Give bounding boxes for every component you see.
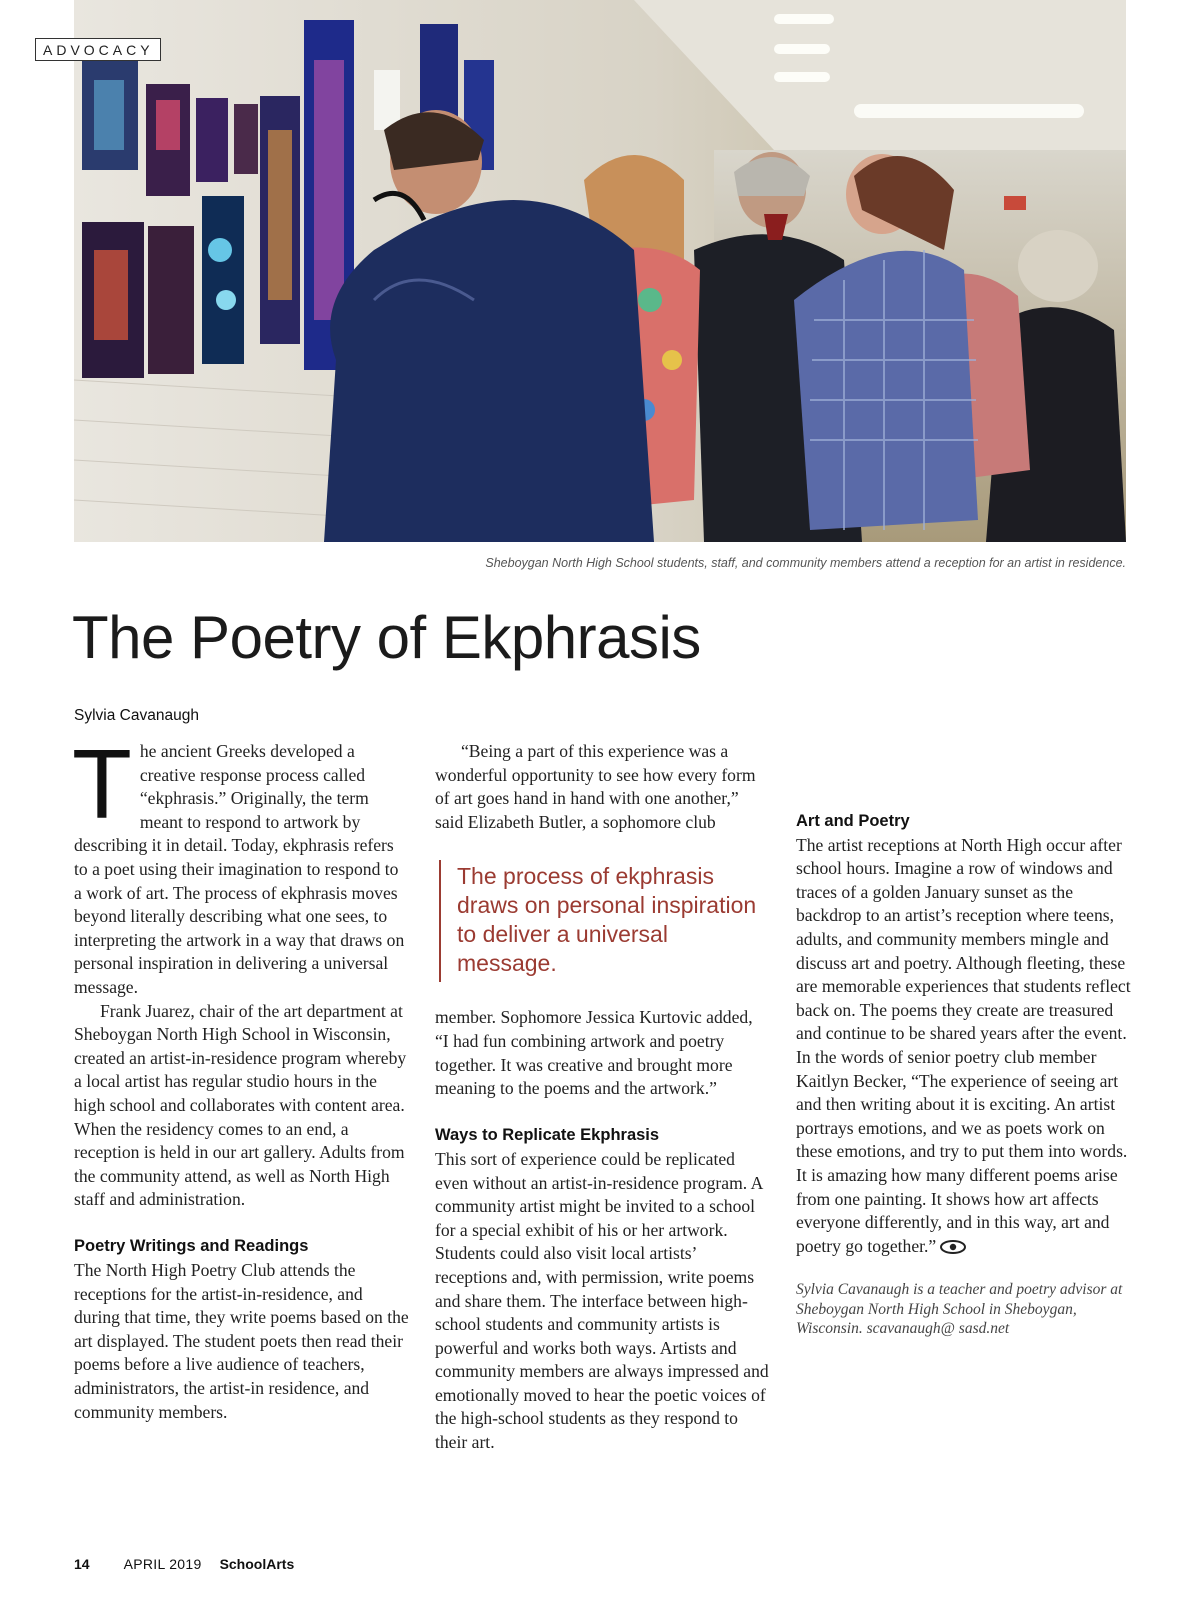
subhead-poetry-writings: Poetry Writings and Readings xyxy=(74,1237,309,1256)
paragraph: The North High Poetry Club attends the receptions for the artist-in-residence, and during that time, they write poems based on the art displayed. The student poets then read their poems before a live audience of teachers, administrators, the artist-in residence, and community members. xyxy=(74,1260,409,1422)
section-tag: ADVOCACY xyxy=(35,38,161,61)
paragraph xyxy=(72,729,409,1000)
magazine-name: SchoolArts xyxy=(219,1556,295,1572)
article-title: The Poetry of Ekphrasis xyxy=(72,604,701,671)
byline: Sylvia Cavanaugh xyxy=(74,707,199,724)
paragraph-text: The artist receptions at North High occur after school hours. Imagine a row of windows and traces of a golden January sunset as the backdrop to an artist’s reception where teens, adults, and community members mingle and discuss art and poetry. Although fleeting, these are memorable experiences that students reflect back on. The poems they create are treasured and continue to be shared years after the event. In the words of senior poetry club member Kaitlyn Becker, “The experience of seeing art and then writing about it is exciting. An artist portrays emotions, and we as poets work on these emotions, and try to put them into words. It is amazing how many different poems arise from one painting. It shows how art affects everyone differently, and in this way, art and poetry go together.” xyxy=(796,834,1131,1256)
issue-date: APRIL 2019 xyxy=(123,1556,202,1572)
paragraph xyxy=(796,834,1131,1259)
author-bio: Sylvia Cavanaugh is a teacher and poetry advisor at Sheboygan North High School in Sheboygan, Wisconsin. scavanaugh@ sasd.net xyxy=(796,1281,1123,1338)
column-2 xyxy=(435,740,770,1455)
photo-gallery-reception-icon xyxy=(74,0,1126,542)
photo-caption: Sheboygan North High School students, staff, and community members attend a reception for an artist in residence. xyxy=(485,556,1126,570)
pull-quote: The process of ekphrasis draws on personal inspiration to deliver a universal message. xyxy=(439,860,770,982)
paragraph: “Being a part of this experience was a wonderful opportunity to see how every form of art goes hand in hand with one another,” said Elizabeth Butler, a sophomore club xyxy=(435,741,756,832)
paragraph: Frank Juarez, chair of the art department at Sheboygan North High School in Wisconsin, created an artist-in-residence program whereby a local artist has regular studio hours in the high school and collaborates with content area. When the residency comes to an end, a reception is held in our art gallery. Adults from the community attend, as well as North High staff and administration. xyxy=(74,1000,407,1210)
paragraph: member. Sophomore Jessica Kurtovic added, “I had fun combining artwork and poetry together. It was creative and brought more meaning to the poems and the artwork.” xyxy=(435,1007,753,1099)
drop-cap: T xyxy=(72,729,132,839)
paragraph-text: he ancient Greeks developed a creative response process called “ekphrasis.” Originally, the term meant to respond to artwork by describing it in detail. Today, ekphrasis refers to a poet using their imagination to respond to a work of art. The process of ekphrasis moves beyond literally describing what one sees, to interpreting the artwork in a way that draws on personal inspiration in delivering a universal message. xyxy=(74,741,405,997)
article-photo xyxy=(74,0,1126,542)
subhead-art-and-poetry: Art and Poetry xyxy=(796,812,910,830)
page-footer xyxy=(74,1556,294,1572)
paragraph: This sort of experience could be replicated even without an artist-in-residence program. A community artist might be invited to a school for a special exhibit of his or her artwork. Students could also visit local artists’ receptions and, with permission, write poems and share them. The interface between high-school students and community artists is powerful and works both ways. Artists and community members are always impressed and emotionally moved to hear the poetic voices of the high-school students as they respond to their art. xyxy=(435,1148,769,1453)
page-number: 14 xyxy=(74,1556,90,1572)
column-1 xyxy=(72,729,409,1424)
subhead-ways-to-replicate: Ways to Replicate Ekphrasis xyxy=(435,1126,660,1145)
end-mark-icon xyxy=(940,1240,966,1254)
column-3 xyxy=(796,740,1131,1339)
